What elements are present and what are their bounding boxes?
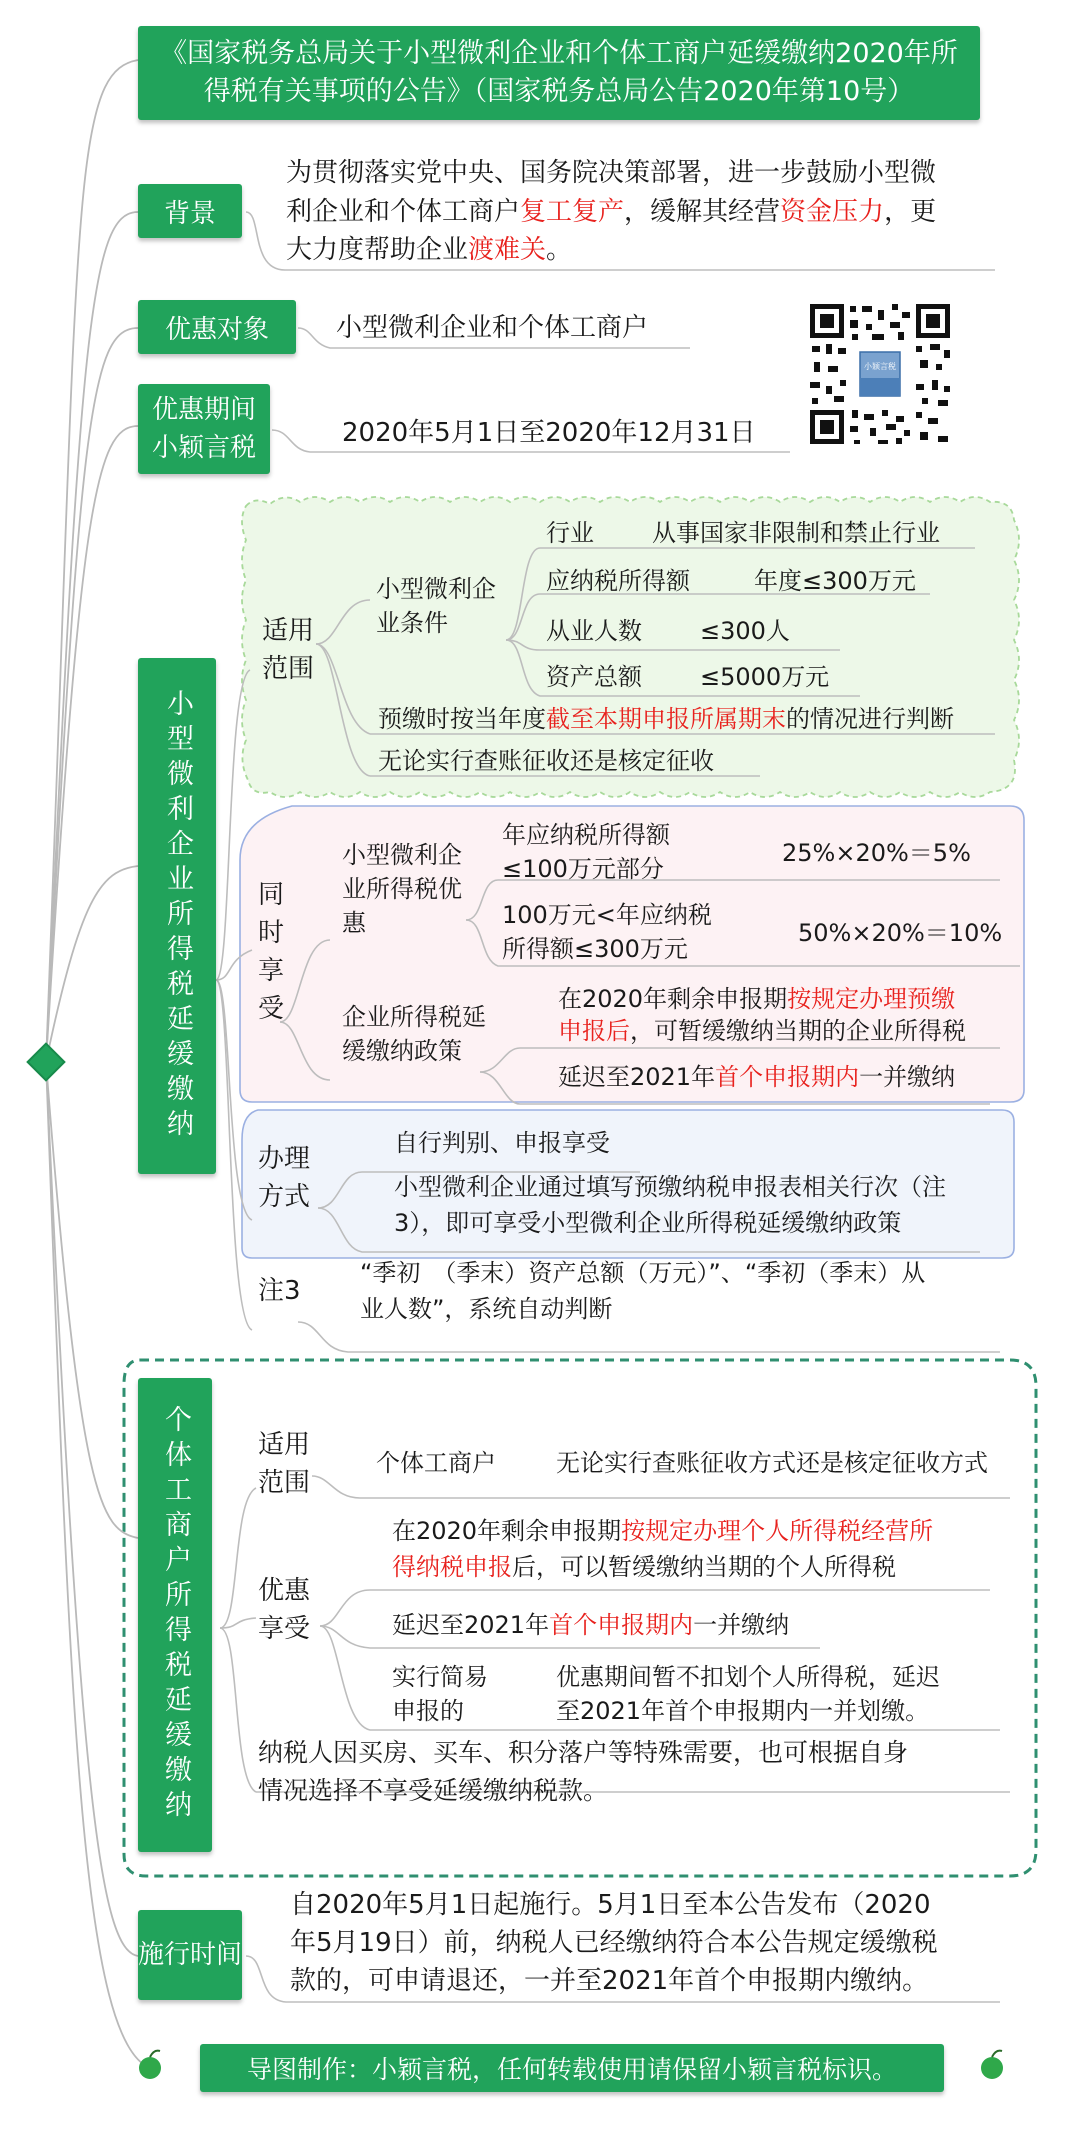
defer-policy-label: 企业所得税延缓缴纳政策 — [342, 1003, 486, 1065]
simple-label-1: 实行简易 — [392, 1663, 488, 1691]
indiv-scope-who: 个体工商户 — [376, 1449, 496, 1477]
handle-item-1: 自行判别、申报享受 — [394, 1129, 610, 1157]
cond-row-2-name: 从业人数 — [546, 617, 642, 645]
handle-label: 办理方式 — [258, 1144, 311, 1212]
background-line-2: 利企业和个体工商户复工复产，缓解其经营资金压力，更 — [286, 197, 937, 227]
qr-code — [806, 300, 954, 448]
tier2-cond-2: 所得额≤300万元 — [502, 935, 688, 963]
qr-logo-text: 小颖言税 — [864, 362, 896, 371]
cond-row-1-name: 应纳税所得额 — [546, 567, 690, 595]
target-value: 小型微利企业和个体工商户 — [336, 313, 649, 343]
background-node: 背景 — [138, 184, 242, 238]
page-title: 《国家税务总局关于小型微利企业和个体工商户延缓缴纳2020年所得税有关事项的公告》（国家税务总局公告2020年第10号） — [160, 38, 958, 107]
footer-text: 导图制作：小颖言税，任何转载使用请保留小颖言税标识。 — [246, 2055, 897, 2084]
scope-mode: 无论实行查账征收还是核定征收 — [378, 747, 714, 775]
tier2-value: 50%×20%＝10% — [798, 919, 1003, 947]
cond-row-0-name: 行业 — [546, 519, 594, 547]
tier1-cond-1: 年应纳税所得额 — [502, 821, 670, 849]
indiv-scope-mode: 无论实行查账征收方式还是核定征收方式 — [556, 1449, 988, 1477]
scope-label: 适用范围 — [262, 616, 315, 684]
indiv-enjoy-line-2: 得纳税申报后，可以暂缓缴纳当期的个人所得税 — [392, 1553, 896, 1581]
cond-row-3-value: ≤5000万元 — [700, 663, 830, 691]
defer-line-1: 在2020年剩余申报期按规定办理预缴 — [558, 985, 956, 1013]
defer-line-2: 申报后，可暂缓缴纳当期的企业所得税 — [558, 1017, 966, 1045]
period-node: 优惠期间 小颖言税 — [138, 384, 270, 474]
footer-banner — [200, 2044, 944, 2092]
scope-judge: 预缴时按当年度截至本期申报所属期末的情况进行判断 — [378, 705, 954, 733]
apple-icon-left — [139, 2051, 161, 2079]
period-value: 2020年5月1日至2020年12月31日 — [342, 418, 756, 448]
indiv-node: 个体工商户所得税延缓缴纳 — [138, 1378, 212, 1852]
background-line-1: 为贯彻落实党中央、国务院决策部署，进一步鼓励小型微 — [286, 158, 937, 188]
indiv-scope-label: 适用范围 — [258, 1430, 311, 1498]
title-box — [138, 26, 980, 120]
apple-icon-right — [981, 2051, 1003, 2079]
indiv-enjoy-line-1: 在2020年剩余申报期按规定办理个人所得税经营所 — [392, 1517, 934, 1545]
tier2-cond-1: 100万元<年应纳税 — [502, 901, 712, 929]
optout-line-2: 情况选择不享受延缓缴纳税款。 — [258, 1776, 609, 1805]
enjoy-label: 同时享受 — [258, 880, 285, 1024]
simple-line-2: 至2021年首个申报期内一并划缴。 — [556, 1697, 930, 1725]
effective-line-2: 年5月19日）前，纳税人已经缴纳符合本公告规定缓缴税 — [290, 1928, 938, 1958]
cond-row-2-value: ≤300人 — [700, 617, 790, 645]
indiv-enjoy-line-3: 延迟至2021年首个申报期内一并缴纳 — [392, 1611, 790, 1639]
effective-line-1: 自2020年5月1日起施行。5月1日至本公告发布（2020 — [290, 1890, 931, 1920]
simple-line-1: 优惠期间暂不扣划个人所得税，延迟 — [556, 1663, 940, 1691]
background-line-3: 大力度帮助企业渡难关。 — [286, 235, 573, 265]
conditions-label: 小型微利企业条件 — [376, 575, 496, 637]
cond-row-0-value: 从事国家非限制和禁止行业 — [652, 519, 940, 547]
note-line-1: “季初 （季末）资产总额（万元）”、“季初（季末）从 — [360, 1259, 926, 1287]
handle-item-2b: 3），即可享受小型微利企业所得税延缓缴纳政策 — [394, 1209, 902, 1237]
optout-line-1: 纳税人因买房、买车、积分落户等特殊需要，也可根据自身 — [258, 1738, 909, 1767]
target-node: 优惠对象 — [138, 300, 296, 354]
simple-label-2: 申报的 — [392, 1697, 464, 1725]
tax-benefit-label: 小型微利企业所得税优惠 — [342, 841, 462, 937]
note-label: 注3 — [258, 1276, 301, 1306]
effective-line-3: 款的，可申请退还，一并至2021年首个申报期内缴纳。 — [290, 1966, 929, 1996]
indiv-enjoy-label: 优惠享受 — [258, 1576, 311, 1644]
sme-node: 小型微利企业所得税延缓缴纳 — [138, 658, 216, 1174]
root-node — [28, 1044, 65, 1081]
defer-line-3: 延迟至2021年首个申报期内一并缴纳 — [558, 1063, 956, 1091]
tier1-cond-2: ≤100万元部分 — [502, 855, 664, 883]
effective-node: 施行时间 — [138, 1910, 242, 2000]
cond-row-1-value: 年度≤300万元 — [754, 567, 916, 595]
tier1-value: 25%×20%＝5% — [782, 839, 971, 867]
cond-row-3-name: 资产总额 — [546, 663, 642, 691]
handle-item-2a: 小型微利企业通过填写预缴纳税申报表相关行次（注 — [394, 1173, 946, 1201]
note-line-2: 业人数”，系统自动判断 — [360, 1295, 613, 1323]
